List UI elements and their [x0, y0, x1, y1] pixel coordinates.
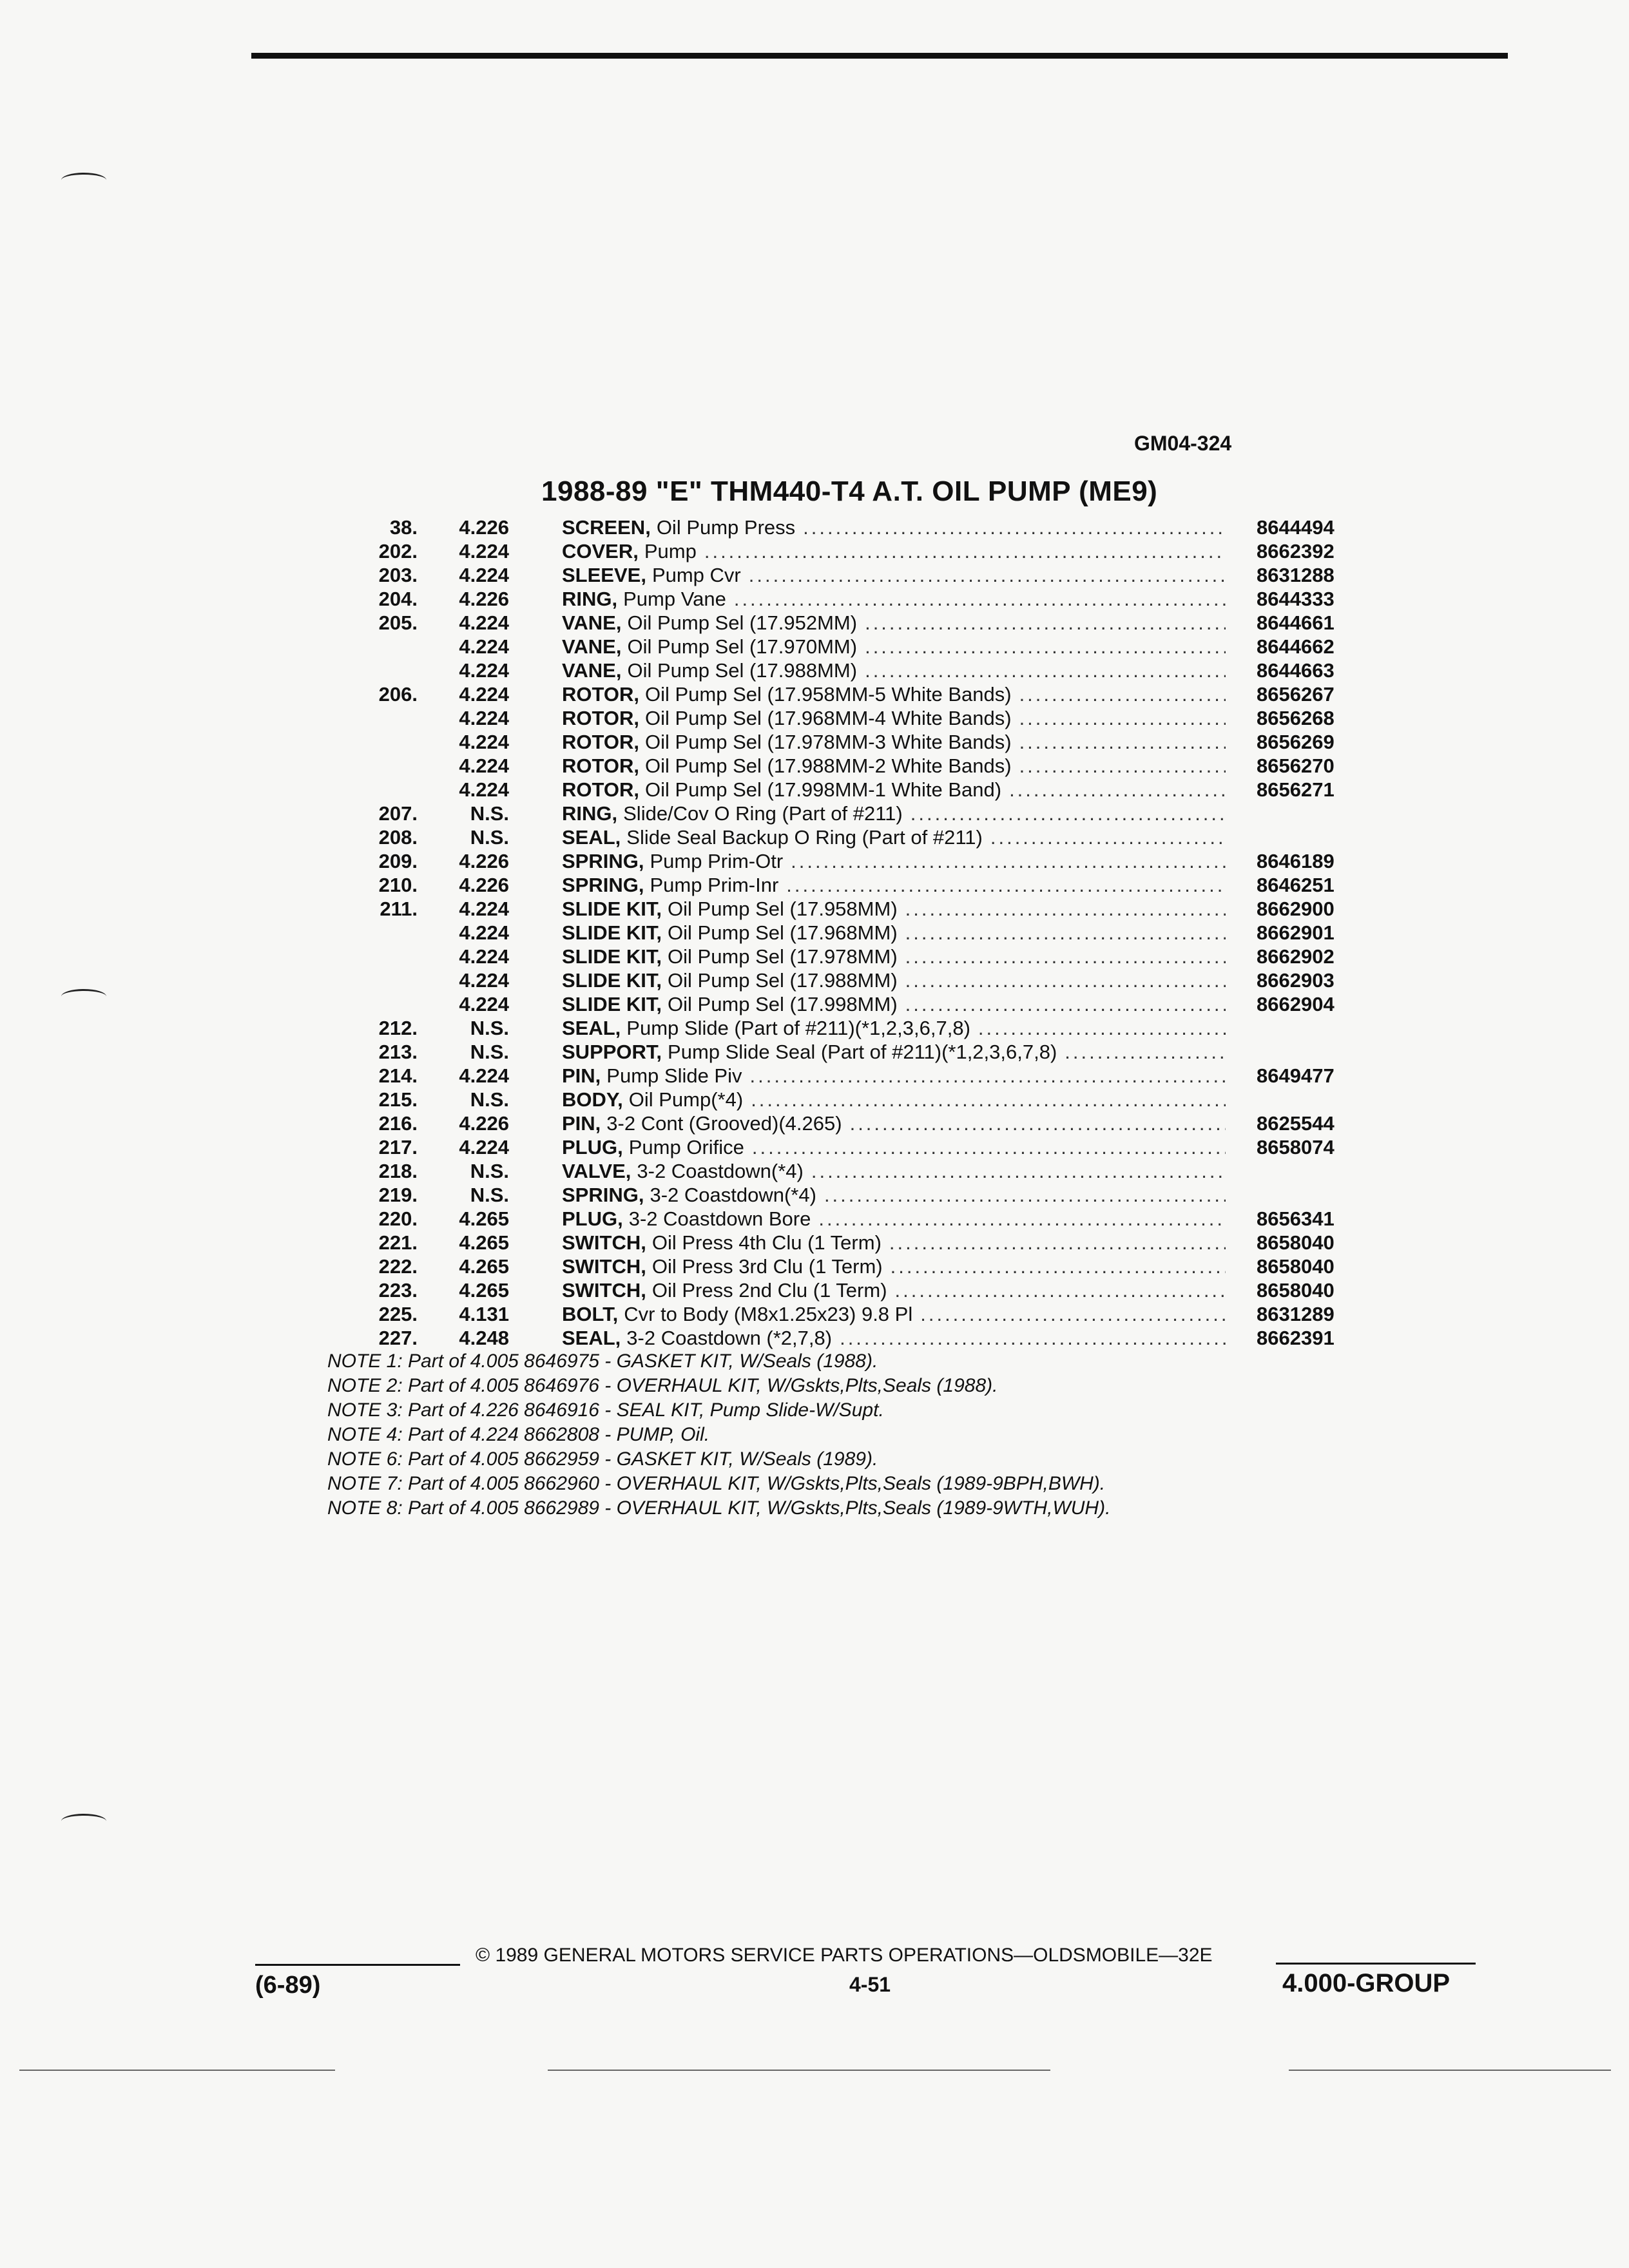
leader-dots: [865, 611, 1226, 635]
footer-rule-left: [255, 1964, 460, 1966]
ref-number: 4.224: [459, 754, 509, 777]
item-number: 223.: [378, 1279, 418, 1302]
part-number: 8644663: [1257, 659, 1335, 682]
part-number: 8662904: [1257, 993, 1335, 1015]
part-name: ROTOR,: [562, 683, 639, 706]
part-number: 8656270: [1257, 754, 1335, 777]
part-description: [562, 1064, 1226, 1088]
note-line: NOTE 7: Part of 4.005 8662960 - OVERHAUL KIT, W/Gskts,Plts,Seals (1989-9BPH,BWH).: [327, 1473, 1106, 1494]
table-row: [322, 611, 1366, 635]
item-number: 212.: [378, 1017, 418, 1039]
table-row: [322, 849, 1366, 873]
part-description: [562, 730, 1226, 754]
part-detail: Pump Cvr: [651, 564, 741, 586]
leader-dots: [750, 1064, 1226, 1088]
part-description: [562, 778, 1226, 802]
scan-artifact-line: [19, 2070, 335, 2071]
part-detail: Oil Pump Sel (17.958MM-5 White Bands): [645, 683, 1012, 706]
part-number: 8662901: [1257, 921, 1335, 944]
part-description: [562, 945, 1226, 968]
item-number: 209.: [378, 850, 418, 872]
part-description: [562, 1278, 1226, 1302]
item-number: 217.: [378, 1136, 418, 1158]
part-description: [562, 1088, 1226, 1111]
ref-number: 4.224: [459, 635, 509, 658]
part-detail: Pump Slide Seal (Part of #211)(*1,2,3,6,7,8): [668, 1041, 1057, 1063]
part-name: SPRING,: [562, 850, 644, 872]
part-number: 8644333: [1257, 588, 1335, 610]
part-description: [562, 635, 1226, 658]
part-number: 8658040: [1257, 1255, 1335, 1278]
leader-dots: [1019, 682, 1226, 706]
part-detail: Pump Vane: [623, 588, 726, 610]
part-description: [562, 873, 1226, 897]
ref-number: 4.265: [459, 1279, 509, 1302]
part-number: 8631289: [1257, 1303, 1335, 1325]
table-row: [322, 1159, 1366, 1183]
part-number: 8662900: [1257, 898, 1335, 920]
part-detail: Oil Press 3rd Clu (1 Term): [651, 1255, 883, 1278]
part-name: SEAL,: [562, 1017, 621, 1039]
part-description: [562, 1302, 1226, 1326]
table-row: [322, 1207, 1366, 1231]
ref-number: 4.265: [459, 1231, 509, 1254]
part-detail: Oil Pump Sel (17.988MM): [627, 659, 858, 682]
part-detail: Oil Press 4th Clu (1 Term): [651, 1231, 882, 1254]
ref-number: 4.226: [459, 874, 509, 896]
leader-dots: [1019, 706, 1226, 730]
part-detail: Oil Pump Sel (17.988MM): [668, 969, 898, 992]
part-detail: Oil Pump Sel (17.998MM): [668, 993, 898, 1015]
part-detail: Cvr to Body (M8x1.25x23) 9.8 Pl: [624, 1303, 913, 1325]
top-rule: [251, 53, 1508, 59]
footer-rule-right: [1276, 1963, 1476, 1965]
ref-number: 4.224: [459, 778, 509, 801]
note-line: NOTE 8: Part of 4.005 8662989 - OVERHAUL KIT, W/Gskts,Plts,Seals (1989-9WTH,WUH).: [327, 1497, 1111, 1519]
leader-dots: [751, 1088, 1226, 1111]
part-number: 8656341: [1257, 1207, 1335, 1230]
part-description: [562, 1254, 1226, 1278]
ref-number: 4.224: [459, 1136, 509, 1158]
part-name: SWITCH,: [562, 1255, 646, 1278]
revision-date: (6-89): [255, 1972, 321, 1999]
part-name: VANE,: [562, 635, 622, 658]
part-description: [562, 968, 1226, 992]
item-number: 207.: [378, 802, 418, 825]
part-description: [562, 706, 1226, 730]
table-row: [322, 825, 1366, 849]
item-number: 203.: [378, 564, 418, 586]
part-number: 8658040: [1257, 1279, 1335, 1302]
item-number: 218.: [378, 1160, 418, 1182]
table-row: [322, 587, 1366, 611]
leader-dots: [1019, 730, 1226, 754]
ref-number: 4.224: [459, 707, 509, 729]
part-detail: Oil Pump Sel (17.968MM-4 White Bands): [645, 707, 1012, 729]
leader-dots: [895, 1278, 1226, 1302]
part-description: [562, 563, 1226, 587]
part-name: VALVE,: [562, 1160, 631, 1182]
note-line: NOTE 6: Part of 4.005 8662959 - GASKET KIT, W/Seals (1989).: [327, 1448, 878, 1470]
leader-dots: [803, 515, 1226, 539]
note-line: NOTE 3: Part of 4.226 8646916 - SEAL KIT, Pump Slide-W/Supt.: [327, 1399, 884, 1421]
part-name: SPRING,: [562, 1184, 644, 1206]
item-number: 215.: [378, 1088, 418, 1111]
ref-number: 4.224: [459, 969, 509, 992]
part-description: [562, 825, 1226, 849]
table-row: [322, 1278, 1366, 1302]
part-description: [562, 1231, 1226, 1254]
part-name: ROTOR,: [562, 754, 639, 777]
part-description: [562, 1016, 1226, 1040]
part-description: [562, 754, 1226, 778]
ref-number: 4.248: [459, 1327, 509, 1349]
part-detail: Oil Pump Sel (17.978MM-3 White Bands): [645, 731, 1012, 753]
note-line: NOTE 4: Part of 4.224 8662808 - PUMP, Oil.: [327, 1424, 710, 1445]
page-number: 4-51: [849, 1973, 891, 1996]
ref-number: N.S.: [470, 1184, 509, 1206]
ref-number: 4.224: [459, 540, 509, 562]
table-row: [322, 635, 1366, 658]
item-number: 219.: [378, 1184, 418, 1206]
part-name: PLUG,: [562, 1207, 623, 1230]
page-title: 1988-89 "E" THM440-T4 A.T. OIL PUMP (ME9): [541, 476, 1158, 507]
table-row: [322, 539, 1366, 563]
part-detail: Oil Pump Sel (17.978MM): [668, 945, 898, 968]
leader-dots: [850, 1111, 1226, 1135]
leader-dots: [865, 658, 1226, 682]
table-row: [322, 968, 1366, 992]
part-number: 8646189: [1257, 850, 1335, 872]
part-name: SLEEVE,: [562, 564, 646, 586]
leader-dots: [752, 1135, 1226, 1159]
leader-dots: [749, 563, 1226, 587]
leader-dots: [920, 1302, 1226, 1326]
part-name: SLIDE KIT,: [562, 969, 662, 992]
item-number: 221.: [378, 1231, 418, 1254]
table-row: [322, 706, 1366, 730]
part-number: 8662903: [1257, 969, 1335, 992]
part-detail: Pump Slide (Part of #211)(*1,2,3,6,7,8): [626, 1017, 970, 1039]
part-number: 8658074: [1257, 1136, 1335, 1158]
part-description: [562, 1207, 1226, 1231]
part-detail: Oil Pump Sel (17.970MM): [627, 635, 858, 658]
ref-number: 4.224: [459, 945, 509, 968]
part-name: SCREEN,: [562, 516, 651, 539]
ref-number: 4.224: [459, 1064, 509, 1087]
ref-number: 4.226: [459, 588, 509, 610]
part-detail: 3-2 Coastdown (*2,7,8): [626, 1327, 833, 1349]
group-label: 4.000-GROUP: [1282, 1969, 1451, 1997]
part-number: 8658040: [1257, 1231, 1335, 1254]
scan-artifact-line: [548, 2070, 1050, 2071]
leader-dots: [905, 992, 1226, 1016]
leader-dots: [891, 1254, 1226, 1278]
table-row: [322, 1326, 1366, 1350]
table-row: [322, 1064, 1366, 1088]
part-name: RING,: [562, 588, 618, 610]
notes-section: [327, 1349, 1110, 1521]
leader-dots: [840, 1326, 1226, 1350]
table-row: [322, 945, 1366, 968]
leader-dots: [865, 635, 1226, 658]
part-name: ROTOR,: [562, 707, 639, 729]
part-detail: Pump Orifice: [628, 1136, 744, 1158]
part-number: 8646251: [1257, 874, 1335, 896]
part-name: COVER,: [562, 540, 639, 562]
item-number: 220.: [378, 1207, 418, 1230]
ref-number: 4.224: [459, 659, 509, 682]
part-description: [562, 515, 1226, 539]
leader-dots: [786, 873, 1226, 897]
part-detail: Pump Prim-Otr: [650, 850, 784, 872]
part-number: 8662392: [1257, 540, 1335, 562]
part-number: 8662391: [1257, 1327, 1335, 1349]
part-description: [562, 1040, 1226, 1064]
table-row: [322, 1254, 1366, 1278]
item-number: 216.: [378, 1112, 418, 1135]
part-description: [562, 921, 1226, 945]
table-row: [322, 1231, 1366, 1254]
part-number: 8644661: [1257, 611, 1335, 634]
part-name: SLIDE KIT,: [562, 993, 662, 1015]
table-row: [322, 515, 1366, 539]
part-description: [562, 849, 1226, 873]
table-row: [322, 802, 1366, 825]
item-number: 210.: [378, 874, 418, 896]
ref-number: 4.224: [459, 993, 509, 1015]
punch-mark: [61, 989, 106, 1004]
table-row: [322, 682, 1366, 706]
part-detail: Pump: [644, 540, 697, 562]
punch-mark: [61, 1814, 106, 1829]
part-detail: Oil Pump Sel (17.968MM): [668, 921, 898, 944]
part-detail: Oil Pump(*4): [628, 1088, 744, 1111]
part-name: BODY,: [562, 1088, 623, 1111]
part-name: PLUG,: [562, 1136, 623, 1158]
item-number: 202.: [378, 540, 418, 562]
part-detail: 3-2 Cont (Grooved)(4.265): [606, 1112, 842, 1135]
table-row: [322, 754, 1366, 778]
table-row: [322, 778, 1366, 802]
table-row: [322, 1088, 1366, 1111]
part-number: 8625544: [1257, 1112, 1335, 1135]
note-line: NOTE 2: Part of 4.005 8646976 - OVERHAUL KIT, W/Gskts,Plts,Seals (1988).: [327, 1375, 998, 1396]
ref-number: 4.131: [459, 1303, 509, 1325]
leader-dots: [905, 897, 1226, 921]
item-number: 208.: [378, 826, 418, 849]
leader-dots: [824, 1183, 1226, 1207]
leader-dots: [704, 539, 1226, 563]
part-number: 8656267: [1257, 683, 1335, 706]
table-row: [322, 658, 1366, 682]
item-number: 227.: [378, 1327, 418, 1349]
part-detail: Oil Pump Sel (17.998MM-1 White Band): [645, 778, 1002, 801]
note-line: NOTE 1: Part of 4.005 8646975 - GASKET KIT, W/Seals (1988).: [327, 1350, 878, 1372]
part-description: [562, 682, 1226, 706]
part-description: [562, 992, 1226, 1016]
ref-number: 4.224: [459, 564, 509, 586]
part-description: [562, 1159, 1226, 1183]
part-number: 8644494: [1257, 516, 1335, 539]
part-name: SUPPORT,: [562, 1041, 662, 1063]
part-number: 8656271: [1257, 778, 1335, 801]
part-name: SWITCH,: [562, 1231, 646, 1254]
part-description: [562, 802, 1226, 825]
part-name: SPRING,: [562, 874, 644, 896]
leader-dots: [905, 945, 1226, 968]
part-detail: Oil Pump Press: [656, 516, 796, 539]
part-number: 8656269: [1257, 731, 1335, 753]
leader-dots: [978, 1016, 1226, 1040]
leader-dots: [1019, 754, 1226, 778]
part-name: SEAL,: [562, 826, 621, 849]
part-name: ROTOR,: [562, 731, 639, 753]
item-number: 205.: [378, 611, 418, 634]
leader-dots: [905, 968, 1226, 992]
part-name: SLIDE KIT,: [562, 921, 662, 944]
part-detail: Oil Pump Sel (17.988MM-2 White Bands): [645, 754, 1012, 777]
leader-dots: [811, 1159, 1226, 1183]
leader-dots: [818, 1207, 1226, 1231]
part-detail: Pump Slide Piv: [606, 1064, 742, 1087]
ref-number: N.S.: [470, 826, 509, 849]
leader-dots: [1009, 778, 1226, 802]
ref-number: N.S.: [470, 1160, 509, 1182]
table-row: [322, 563, 1366, 587]
part-name: PIN,: [562, 1064, 601, 1087]
table-row: [322, 992, 1366, 1016]
ref-number: N.S.: [470, 1017, 509, 1039]
table-row: [322, 730, 1366, 754]
part-description: [562, 897, 1226, 921]
item-number: 225.: [378, 1303, 418, 1325]
document-id: GM04-324: [1134, 432, 1232, 455]
table-row: [322, 921, 1366, 945]
table-row: [322, 897, 1366, 921]
leader-dots: [990, 825, 1226, 849]
item-number: 213.: [378, 1041, 418, 1063]
part-name: ROTOR,: [562, 778, 639, 801]
part-detail: Oil Pump Sel (17.952MM): [627, 611, 858, 634]
part-name: SLIDE KIT,: [562, 945, 662, 968]
parts-table: [322, 515, 1366, 1350]
part-number: 8649477: [1257, 1064, 1335, 1087]
leader-dots: [911, 802, 1226, 825]
part-detail: Pump Prim-Inr: [650, 874, 779, 896]
part-name: RING,: [562, 802, 618, 825]
item-number: 38.: [389, 516, 418, 539]
ref-number: 4.224: [459, 683, 509, 706]
ref-number: 4.226: [459, 516, 509, 539]
table-row: [322, 873, 1366, 897]
item-number: 214.: [378, 1064, 418, 1087]
part-name: SEAL,: [562, 1327, 621, 1349]
part-name: SWITCH,: [562, 1279, 646, 1302]
part-number: 8662902: [1257, 945, 1335, 968]
part-description: [562, 1183, 1226, 1207]
item-number: 211.: [380, 898, 418, 920]
part-description: [562, 1135, 1226, 1159]
scan-artifact-line: [1289, 2070, 1611, 2071]
punch-mark: [61, 173, 106, 187]
ref-number: 4.224: [459, 898, 509, 920]
part-detail: Oil Pump Sel (17.958MM): [668, 898, 898, 920]
leader-dots: [889, 1231, 1226, 1254]
ref-number: 4.226: [459, 850, 509, 872]
part-description: [562, 587, 1226, 611]
ref-number: N.S.: [470, 1088, 509, 1111]
part-description: [562, 611, 1226, 635]
part-name: PIN,: [562, 1112, 601, 1135]
ref-number: N.S.: [470, 802, 509, 825]
part-detail: 3-2 Coastdown(*4): [650, 1184, 816, 1206]
part-description: [562, 539, 1226, 563]
part-name: VANE,: [562, 659, 622, 682]
part-number: 8656268: [1257, 707, 1335, 729]
leader-dots: [1065, 1040, 1226, 1064]
ref-number: 4.224: [459, 921, 509, 944]
ref-number: 4.224: [459, 731, 509, 753]
part-detail: 3-2 Coastdown(*4): [637, 1160, 804, 1182]
part-number: 8631288: [1257, 564, 1335, 586]
part-description: [562, 658, 1226, 682]
leader-dots: [734, 587, 1226, 611]
part-detail: Slide/Cov O Ring (Part of #211): [623, 802, 903, 825]
part-description: [562, 1326, 1226, 1350]
ref-number: 4.265: [459, 1207, 509, 1230]
part-detail: Oil Press 2nd Clu (1 Term): [651, 1279, 887, 1302]
item-number: 206.: [378, 683, 418, 706]
part-name: BOLT,: [562, 1303, 619, 1325]
part-name: SLIDE KIT,: [562, 898, 662, 920]
table-row: [322, 1135, 1366, 1159]
part-number: 8644662: [1257, 635, 1335, 658]
item-number: 204.: [378, 588, 418, 610]
part-detail: 3-2 Coastdown Bore: [628, 1207, 811, 1230]
leader-dots: [905, 921, 1226, 945]
leader-dots: [791, 849, 1226, 873]
ref-number: N.S.: [470, 1041, 509, 1063]
table-row: [322, 1183, 1366, 1207]
table-row: [322, 1302, 1366, 1326]
copyright-text: © 1989 GENERAL MOTORS SERVICE PARTS OPERATIONS—OLDSMOBILE—32E: [476, 1945, 1213, 1966]
item-number: 222.: [378, 1255, 418, 1278]
table-row: [322, 1040, 1366, 1064]
ref-number: 4.265: [459, 1255, 509, 1278]
part-name: VANE,: [562, 611, 622, 634]
ref-number: 4.226: [459, 1112, 509, 1135]
table-row: [322, 1016, 1366, 1040]
part-detail: Slide Seal Backup O Ring (Part of #211): [626, 826, 983, 849]
part-description: [562, 1111, 1226, 1135]
ref-number: 4.224: [459, 611, 509, 634]
table-row: [322, 1111, 1366, 1135]
